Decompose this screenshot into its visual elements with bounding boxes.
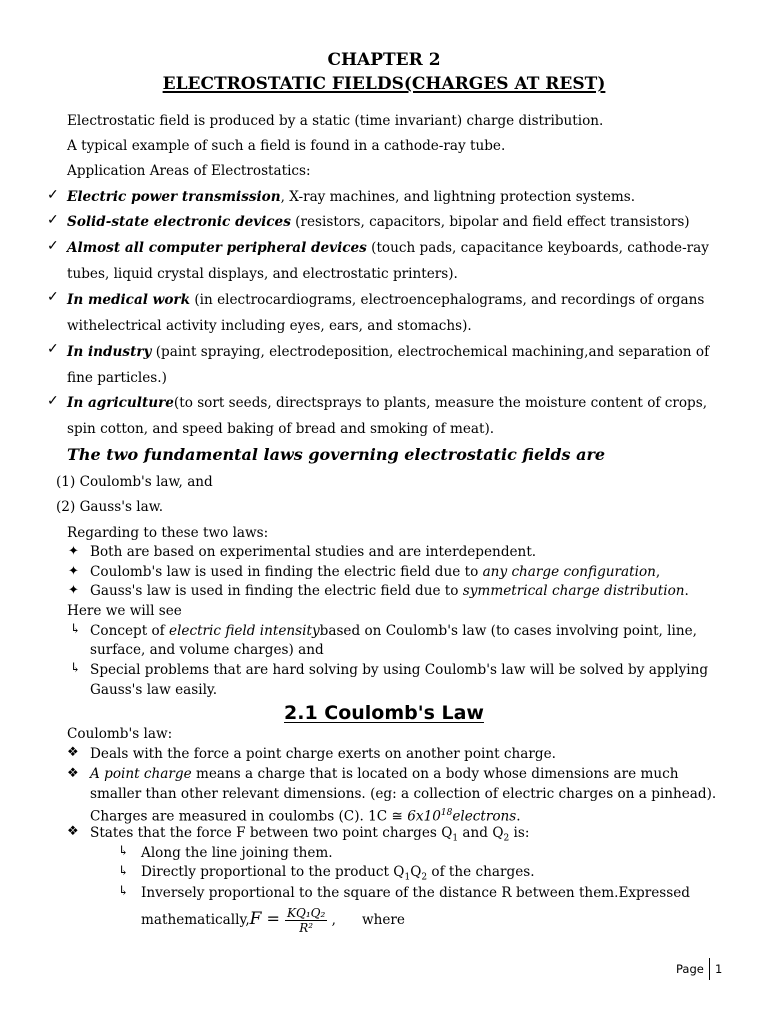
see-item-2-continuation: Gauss's law easily.: [90, 682, 218, 698]
point-text: Charges are measured in coulombs (C). 1C ≅: [90, 808, 408, 825]
laws-heading: The two fundamental laws governing electrostatic fields are: [67, 445, 606, 464]
chapter-subtitle: ELECTROSTATIC FIELDS(CHARGES AT REST): [162, 74, 606, 94]
point-text: States that the force F between two point charges Q: [90, 825, 453, 841]
subscript: 2: [503, 833, 510, 844]
checkmark-icon: ✓: [47, 393, 59, 409]
property-text: Q: [410, 864, 422, 880]
fraction-denominator: R²: [299, 921, 314, 935]
regarding-bullet-1: Both are based on experimental studies and are interdependent.: [90, 544, 537, 560]
application-item-bold: Almost all computer peripheral devices: [67, 240, 367, 256]
formula-where: where: [361, 912, 405, 928]
point-text: is:: [509, 825, 530, 841]
law-property-3: Inversely proportional to the square of the distance R between them.Expressed: [141, 885, 690, 901]
application-item: [67, 344, 709, 361]
bullet-punct: .: [684, 583, 689, 599]
star-bullet-icon: ✦: [68, 564, 79, 579]
formula-fraction: [285, 906, 327, 935]
fraction-numerator: KQ₁Q₂: [287, 906, 326, 920]
subscript: 2: [421, 872, 428, 883]
checkmark-icon: ✓: [47, 289, 59, 305]
checkmark-icon: ✓: [47, 187, 59, 203]
page-footer-label: Page: [676, 962, 704, 976]
application-item-text: (in electrocardiograms, electroencephalograms, and recordings of organs: [190, 292, 705, 308]
bullet-emphasis: any charge configuration: [482, 564, 656, 580]
checkmark-icon: ✓: [47, 341, 59, 357]
diamond-bullet-icon: ❖: [67, 766, 79, 781]
application-item: [67, 189, 635, 206]
intro-line-3: Application Areas of Electrostatics:: [67, 163, 311, 179]
application-item-text: (resistors, capacitors, bipolar and field effect transistors): [290, 214, 690, 230]
see-text: Concept of: [90, 623, 170, 639]
coulomb-point-2-line-2: smaller than other relevant dimensions. (eg: a collection of electric charges on a pinhead).: [90, 786, 717, 802]
regarding-bullet-2: [90, 564, 660, 581]
hook-arrow-icon: ↳: [118, 844, 129, 859]
hook-arrow-icon: ↳: [118, 884, 129, 899]
application-item-continuation: spin cotton, and speed baking of bread and smoking of meat).: [67, 421, 495, 437]
law-item-1: (1) Coulomb's law, and: [56, 474, 213, 490]
star-bullet-icon: ✦: [68, 583, 79, 598]
diamond-bullet-icon: ❖: [67, 745, 79, 760]
application-item-text: (paint spraying, electrodeposition, electrochemical machining,and separation of: [151, 344, 710, 360]
formula-text: mathematically,: [141, 912, 250, 928]
coulomb-label: Coulomb's law:: [67, 726, 173, 742]
application-item-bold: In agriculture: [67, 395, 174, 411]
application-item-continuation: fine particles.): [67, 370, 167, 386]
application-item-bold: Solid-state electronic devices: [67, 214, 291, 230]
footer-divider: [709, 958, 710, 980]
hook-arrow-icon: ↳: [118, 864, 129, 879]
coulomb-point-1: Deals with the force a point charge exerts on another point charge.: [90, 746, 556, 762]
formula-variable: F: [249, 909, 262, 929]
here-we-see: Here we will see: [67, 603, 182, 619]
law-item-2: (2) Gauss's law.: [56, 499, 164, 515]
bullet-text: Gauss's law is used in finding the electric field due to: [90, 583, 463, 599]
point-text: means a charge that is located on a body whose dimensions are much: [191, 766, 679, 782]
application-item: [67, 214, 690, 231]
point-emphasis: A point charge: [90, 766, 192, 782]
hook-arrow-icon: ↳: [70, 661, 81, 676]
math-exponent: 18: [440, 808, 453, 818]
diamond-bullet-icon: ❖: [67, 824, 79, 839]
intro-line-1: Electrostatic field is produced by a static (time invariant) charge distribution.: [67, 113, 604, 129]
subscript: 1: [452, 833, 459, 844]
application-item-text: (touch pads, capacitance keyboards, cathode-ray: [366, 240, 709, 256]
hook-arrow-icon: ↳: [70, 622, 81, 637]
coulomb-formula-line: [141, 901, 405, 938]
application-item-bold: In industry: [67, 344, 152, 360]
application-item: [67, 240, 709, 257]
see-emphasis: electric field intensity: [169, 623, 320, 639]
application-item-text: , X-ray machines, and lightning protection systems.: [280, 189, 636, 205]
subscript: 1: [404, 872, 411, 883]
page-number: 1: [715, 962, 723, 976]
intro-line-2: A typical example of such a field is found in a cathode-ray tube.: [67, 138, 506, 154]
checkmark-icon: ✓: [47, 212, 59, 228]
application-item-continuation: tubes, liquid crystal displays, and electrostatic printers).: [67, 266, 458, 282]
law-property-2: [141, 864, 535, 887]
application-item-text: (to sort seeds, directsprays to plants, measure the moisture content of crops,: [173, 395, 708, 411]
section-heading: 2.1 Coulomb's Law: [284, 702, 484, 724]
formula-comma: ,: [327, 912, 336, 928]
application-item: [67, 395, 707, 412]
regarding-bullet-3: [90, 583, 689, 600]
bullet-text: Coulomb's law is used in finding the electric field due to: [90, 564, 483, 580]
see-item-1: [90, 623, 697, 640]
math-expression: 6x10: [407, 808, 441, 825]
coulomb-point-2: [90, 766, 679, 783]
see-item-1-continuation: surface, and volume charges) and: [90, 642, 324, 658]
bullet-emphasis: symmetrical charge distribution: [462, 583, 685, 599]
formula-equals: =: [261, 909, 286, 928]
application-item-continuation: withelectrical activity including eyes, ears, and stomachs).: [67, 318, 472, 334]
point-text: and Q: [458, 825, 504, 841]
see-text: based on Coulomb's law (to cases involving point, line,: [319, 623, 697, 639]
application-item: [67, 292, 704, 309]
star-bullet-icon: ✦: [68, 544, 79, 559]
math-unit: electrons: [452, 808, 517, 825]
application-item-bold: Electric power transmission: [67, 189, 281, 205]
chapter-title: CHAPTER 2: [327, 50, 441, 70]
see-item-2: Special problems that are hard solving by using Coulomb's law will be solved by applying: [90, 662, 709, 678]
coulomb-point-2-line-3: [90, 805, 521, 826]
property-text: Directly proportional to the product Q: [141, 864, 405, 880]
application-item-bold: In medical work: [67, 292, 191, 308]
bullet-punct: ,: [655, 564, 661, 580]
regarding-intro: Regarding to these two laws:: [67, 525, 269, 541]
law-property-1: Along the line joining them.: [141, 845, 333, 861]
checkmark-icon: ✓: [47, 238, 59, 254]
property-text: of the charges.: [427, 864, 535, 880]
point-punct: .: [516, 808, 521, 825]
